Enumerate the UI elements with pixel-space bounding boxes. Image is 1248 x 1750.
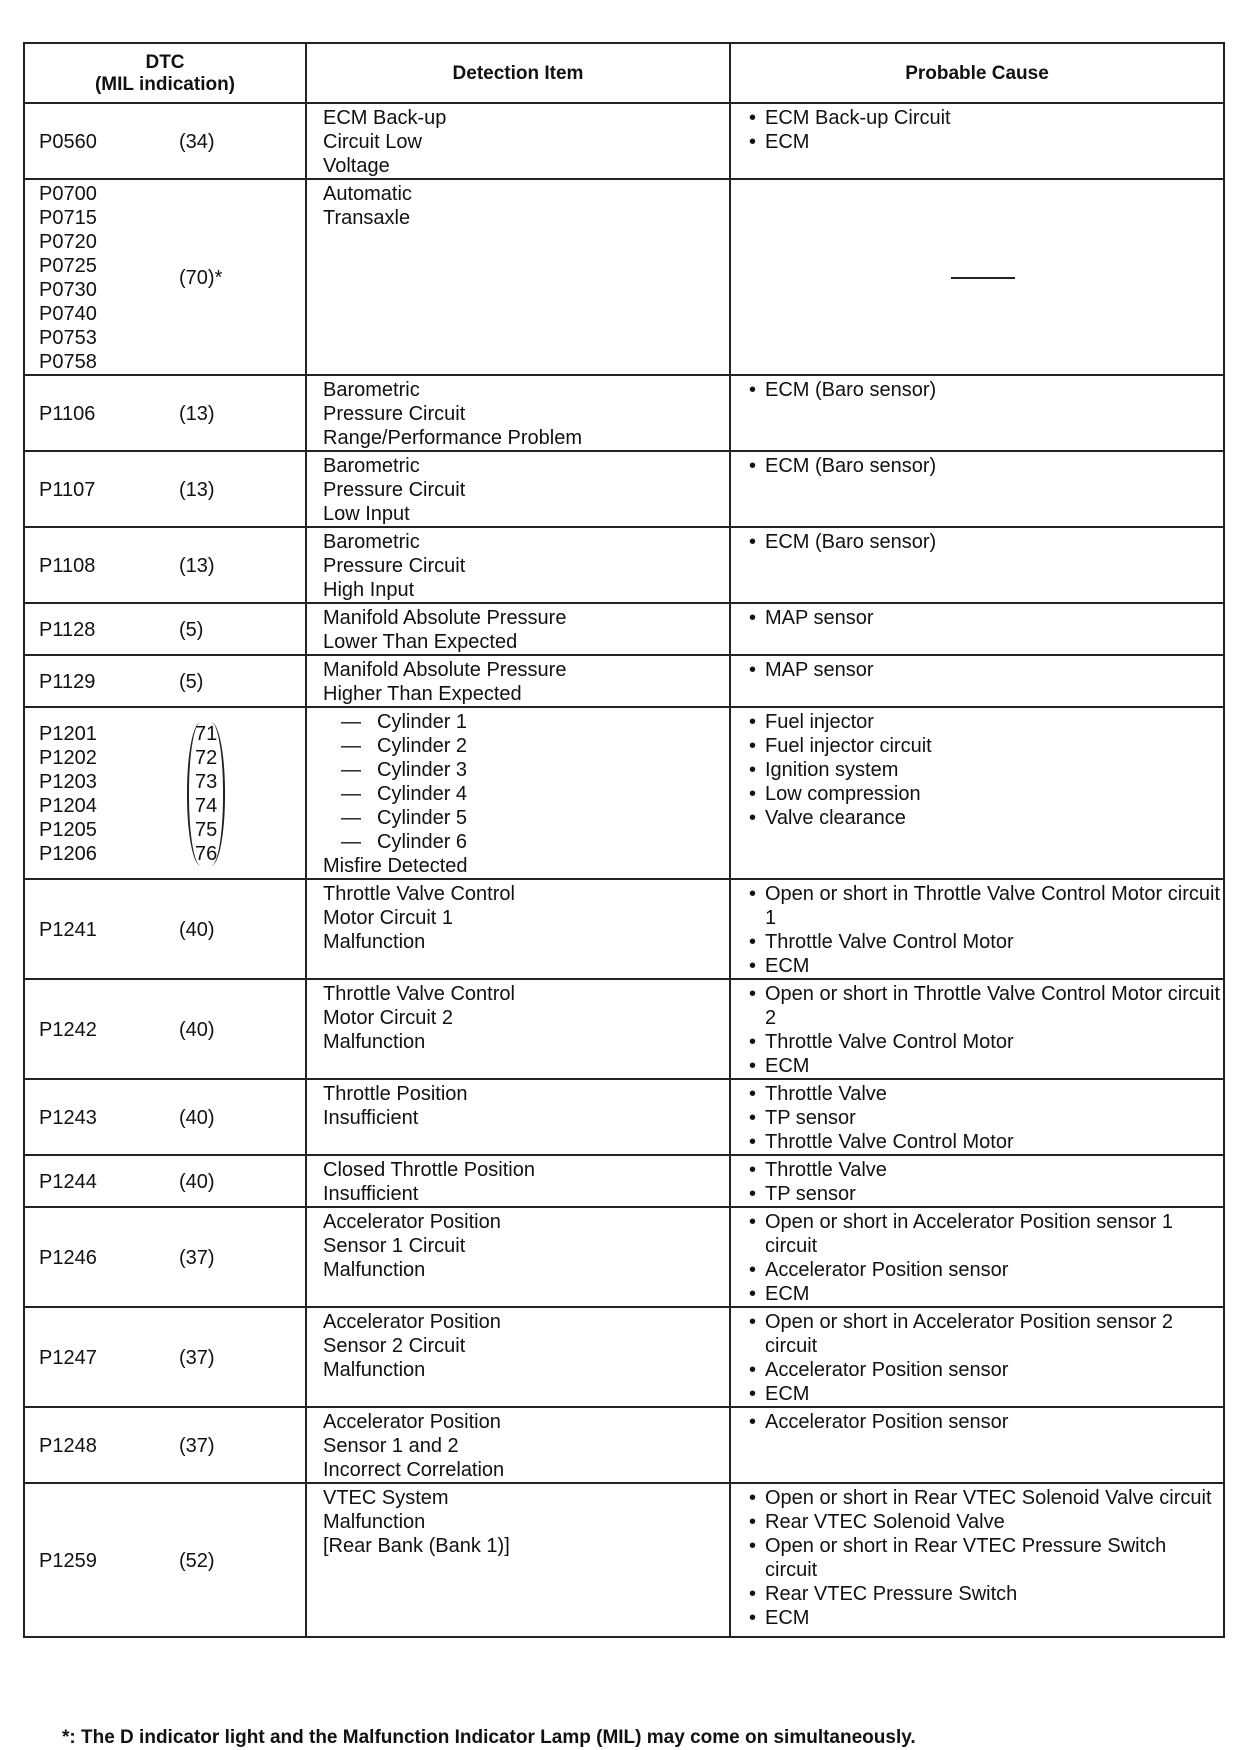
detection-line: Misfire Detected [323,855,468,877]
cause-item: • Throttle Valve Control Motor [743,1030,1223,1054]
detection-item-cell [306,1207,730,1307]
cause-list [743,106,1223,154]
dtc-code: P1243 [39,1107,97,1129]
cause-item: • ECM [743,954,1223,978]
dtc-code: P0560 [39,131,97,153]
detection-line: Pressure Circuit [323,555,466,577]
dtc-code: P1259 [39,1550,97,1572]
dtc-code: P0715 [39,207,97,229]
cause-list [743,1310,1223,1406]
cause-list [743,1158,1223,1206]
detection-line: Transaxle [323,207,411,229]
cause-item: • Low compression [743,782,1223,806]
mil-indication: (40) [179,1107,215,1129]
mil-indication: 72 [195,747,218,769]
table-row [24,1079,1224,1155]
probable-cause-cell [730,527,1224,603]
cause-item: • Open or short in Rear VTEC Pressure Switch circuit [743,1534,1223,1582]
cause-item: • ECM [743,1054,1223,1078]
probable-cause-cell [730,879,1224,979]
mil-indication: (13) [179,555,215,577]
cause-list [743,530,1223,554]
dtc-code-list [39,402,179,426]
detection-item-cell [306,179,730,375]
detection-line: Barometric [323,455,420,477]
table-row [24,1407,1224,1483]
dtc-header-line1: DTC [145,52,185,73]
dtc-code-list [39,618,179,642]
footnote: *: The D indicator light and the Malfunction Indicator Lamp (MIL) may come on simultaneously. [62,1727,916,1748]
cause-item: • ECM [743,1606,1223,1630]
detection-item-cell [306,879,730,979]
cause-item: • Throttle Valve [743,1158,1223,1182]
cause-item: • Open or short in Throttle Valve Control Motor circuit 1 [743,882,1223,930]
dtc-code-list [39,130,179,154]
cause-list [743,1210,1223,1306]
mil-indication: (13) [179,403,215,425]
cylinder-label: Cylinder 5 [377,807,468,829]
em-dash-icon: — [341,831,361,853]
detection-line [323,710,729,734]
dtc-code: P0700 [39,183,97,205]
cause-list [743,378,1223,402]
probable-cause-cell [730,1307,1224,1407]
cause-item: • ECM (Baro sensor) [743,378,1223,402]
dtc-table [23,42,1225,1638]
dtc-code: P1244 [39,1171,97,1193]
dtc-cell [24,879,306,979]
table-header-row [24,43,1224,103]
dtc-code-list [39,478,179,502]
detection-line: Motor Circuit 1 [323,907,454,929]
dtc-code: P1246 [39,1247,97,1269]
detection-line [323,830,729,854]
mil-indication: (34) [179,131,215,153]
dtc-codes [25,670,305,694]
cause-item: • MAP sensor [743,606,1223,630]
dtc-code: P0725 [39,255,97,277]
probable-cause-cell [730,979,1224,1079]
probable-cause-cell [730,1483,1224,1637]
probable-cause-cell [730,707,1224,879]
dtc-cell [24,707,306,879]
detection-line: Manifold Absolute Pressure [323,607,567,629]
cause-list [743,710,1223,830]
dtc-code: P1242 [39,1019,97,1041]
probable-cause-cell [730,1407,1224,1483]
table-row [24,527,1224,603]
table-row [24,1155,1224,1207]
cylinder-label: Cylinder 3 [377,759,468,781]
detection-item-cell [306,1079,730,1155]
dtc-code-list [39,1170,179,1194]
dtc-code: P0720 [39,231,97,253]
detection-item-cell [306,375,730,451]
detection-line: Incorrect Correlation [323,1459,505,1481]
em-dash-icon: — [341,735,361,757]
dtc-code: P1107 [39,479,96,501]
table-row [24,1207,1224,1307]
detection-item-cell [306,1407,730,1483]
dtc-code: P1202 [39,747,97,769]
cause-item: • Accelerator Position sensor [743,1358,1223,1382]
dtc-code: P1206 [39,843,97,865]
cause-item: • MAP sensor [743,658,1223,682]
dtc-cell [24,1307,306,1407]
dtc-codes [25,1346,305,1370]
detection-line: Voltage [323,155,390,177]
cause-item: • Open or short in Throttle Valve Control Motor circuit 2 [743,982,1223,1030]
detection-line: Sensor 2 Circuit [323,1335,466,1357]
detection-item-cell [306,707,730,879]
cause-item: • ECM [743,130,1223,154]
dtc-code: P1203 [39,771,97,793]
table-row [24,707,1224,879]
detection-item-cell [306,979,730,1079]
dtc-cell [24,527,306,603]
detection-line: Higher Than Expected [323,683,522,705]
dtc-codes [25,478,305,502]
mil-indication: (13) [179,479,215,501]
dtc-code: P1205 [39,819,97,841]
cause-item: • TP sensor [743,1106,1223,1130]
mil-indication: (40) [179,1019,215,1041]
cause-list [743,454,1223,478]
cause-item: • ECM [743,1282,1223,1306]
dtc-codes [25,402,305,426]
dtc-codes [25,1106,305,1130]
detection-item-column-header: Detection Item [306,43,730,103]
cause-list [743,882,1223,978]
detection-line: Insufficient [323,1107,419,1129]
dtc-codes [25,1434,305,1458]
dtc-codes [25,918,305,942]
dtc-code: P1201 [39,723,97,745]
cause-item: • ECM (Baro sensor) [743,454,1223,478]
detection-line: Lower Than Expected [323,631,518,653]
cause-item: • Open or short in Accelerator Position sensor 2 circuit [743,1310,1223,1358]
detection-line: Automatic [323,183,412,205]
cause-list [743,606,1223,630]
dtc-table-container [23,42,1223,1638]
detection-line: Insufficient [323,1183,419,1205]
detection-item-cell [306,603,730,655]
table-row [24,879,1224,979]
em-dash-icon: — [341,783,361,805]
detection-line: Sensor 1 Circuit [323,1235,466,1257]
detection-item-cell [306,527,730,603]
detection-line: Malfunction [323,1511,426,1533]
detection-item-cell [306,103,730,179]
detection-item-cell [306,1307,730,1407]
dtc-codes [25,1018,305,1042]
detection-line: Closed Throttle Position [323,1159,535,1181]
dtc-code: P1247 [39,1347,97,1369]
probable-cause-cell [730,375,1224,451]
dtc-cell [24,451,306,527]
cause-item: • Open or short in Accelerator Position sensor 1 circuit [743,1210,1223,1258]
cause-list [743,1082,1223,1154]
dtc-cell [24,979,306,1079]
table-row [24,979,1224,1079]
probable-cause-cell [730,103,1224,179]
detection-line: Throttle Position [323,1083,468,1105]
dtc-code: P0758 [39,351,97,373]
detection-line: Barometric [323,531,420,553]
cause-item: • Rear VTEC Pressure Switch [743,1582,1223,1606]
mil-indication: (37) [179,1435,215,1457]
cause-list [743,982,1223,1078]
dtc-cell [24,603,306,655]
detection-line: Sensor 1 and 2 [323,1435,459,1457]
detection-line [323,806,729,830]
detection-line [323,782,729,806]
dtc-codes [25,182,305,374]
dtc-code-list [39,918,179,942]
mil-indication: 76 [195,843,218,865]
detection-line: Accelerator Position [323,1311,501,1333]
dtc-codes [25,554,305,578]
dtc-cell [24,1483,306,1637]
detection-item-cell [306,451,730,527]
dtc-codes [25,722,305,866]
dtc-codes [25,1246,305,1270]
probable-cause-cell [730,179,1224,375]
probable-cause-cell [730,603,1224,655]
mil-indication: (70)* [179,267,223,289]
dtc-code-list [39,1434,179,1458]
dtc-code: P1128 [39,619,96,641]
cause-item: • Throttle Valve Control Motor [743,1130,1223,1154]
cause-list [743,658,1223,682]
table-row [24,103,1224,179]
cause-item: • Throttle Valve Control Motor [743,930,1223,954]
dtc-codes [25,618,305,642]
mil-indication: (37) [179,1247,215,1269]
cause-item: • Fuel injector [743,710,1223,734]
mil-indication: (5) [179,671,204,693]
mil-indication: 74 [195,795,218,817]
probable-cause-cell [730,451,1224,527]
cause-item: • Accelerator Position sensor [743,1410,1223,1434]
detection-line: Malfunction [323,1359,426,1381]
probable-cause-cell [730,1155,1224,1207]
probable-cause-column-header: Probable Cause [730,43,1224,103]
cylinder-label: Cylinder 2 [377,735,468,757]
mil-indication: (52) [179,1550,215,1572]
dtc-code: P1129 [39,671,96,693]
dtc-header-line2: (MIL indication) [94,74,236,95]
detection-line: Malfunction [323,1259,426,1281]
cause-item: • Rear VTEC Solenoid Valve [743,1510,1223,1534]
dtc-code: P0753 [39,327,97,349]
table-row [24,1307,1224,1407]
dtc-code-list [39,1018,179,1042]
detection-line: Pressure Circuit [323,479,466,501]
cylinder-label: Cylinder 4 [377,783,468,805]
mil-indication: 73 [195,771,218,793]
dtc-code-list [39,1246,179,1270]
cause-item: • Valve clearance [743,806,1223,830]
mil-indication: 71 [195,723,218,745]
dtc-code-list [39,1346,179,1370]
dtc-code: P1248 [39,1435,97,1457]
table-row [24,179,1224,375]
dtc-code-list [39,182,179,374]
detection-line: ECM Back-up [323,107,447,129]
cause-item: • ECM Back-up Circuit [743,106,1223,130]
table-body [24,103,1224,1637]
detection-line: Malfunction [323,931,426,953]
dtc-code-list [39,670,179,694]
dtc-cell [24,179,306,375]
cause-item: • Open or short in Rear VTEC Solenoid Valve circuit [743,1486,1223,1510]
probable-cause-cell [730,1207,1224,1307]
table-row [24,1483,1224,1637]
dtc-cell [24,1079,306,1155]
dtc-code: P1106 [39,403,96,425]
cause-item: • TP sensor [743,1182,1223,1206]
dtc-codes [25,130,305,154]
cylinder-label: Cylinder 6 [377,831,468,853]
table-row [24,655,1224,707]
mil-indication: (40) [179,919,215,941]
dtc-code: P1108 [39,555,96,577]
detection-line: Low Input [323,503,410,525]
detection-line [323,734,729,758]
cylinder-label: Cylinder 1 [377,711,468,733]
dtc-cell [24,655,306,707]
table-row [24,451,1224,527]
dtc-codes [25,1549,305,1573]
detection-item-cell [306,1483,730,1637]
detection-line: VTEC System [323,1487,449,1509]
em-dash-icon: — [341,711,361,733]
em-dash-icon: — [341,807,361,829]
dtc-code: P0740 [39,303,97,325]
detection-line: Motor Circuit 2 [323,1007,454,1029]
detection-line: Accelerator Position [323,1411,501,1433]
cause-item: • Ignition system [743,758,1223,782]
no-cause-dash-icon [951,277,1015,279]
mil-indication: (37) [179,1347,215,1369]
dtc-cell [24,1155,306,1207]
detection-line: Malfunction [323,1031,426,1053]
probable-cause-cell [730,1079,1224,1155]
mil-indication: (40) [179,1171,215,1193]
cause-item: • Throttle Valve [743,1082,1223,1106]
table-row [24,603,1224,655]
cause-item: • ECM (Baro sensor) [743,530,1223,554]
mil-indication: 75 [195,819,218,841]
mil-indication-bracket [187,722,225,866]
detection-line: Accelerator Position [323,1211,501,1233]
detection-item-cell [306,655,730,707]
dtc-code-list [39,722,179,866]
detection-line: Throttle Valve Control [323,883,515,905]
detection-line: Manifold Absolute Pressure [323,659,567,681]
probable-cause-cell [730,655,1224,707]
detection-line: Throttle Valve Control [323,983,515,1005]
cause-item: • ECM [743,1382,1223,1406]
cause-item: • Accelerator Position sensor [743,1258,1223,1282]
detection-item-cell [306,1155,730,1207]
detection-line [323,758,729,782]
mil-indication: (5) [179,619,204,641]
detection-line: Pressure Circuit [323,403,466,425]
detection-line: [Rear Bank (Bank 1)] [323,1535,510,1557]
dtc-code-list [39,554,179,578]
table-row [24,375,1224,451]
cause-item: • Fuel injector circuit [743,734,1223,758]
cause-list [743,1410,1223,1434]
detection-line: Barometric [323,379,420,401]
dtc-cell [24,1407,306,1483]
dtc-cell [24,1207,306,1307]
dtc-code: P0730 [39,279,97,301]
cause-list [743,1486,1223,1630]
dtc-column-header [24,43,306,103]
detection-line: Range/Performance Problem [323,427,583,449]
dtc-cell [24,103,306,179]
dtc-code: P1241 [39,919,97,941]
dtc-code: P1204 [39,795,97,817]
dtc-cell [24,375,306,451]
dtc-codes [25,1170,305,1194]
dtc-code-list [39,1106,179,1130]
detection-line: High Input [323,579,415,601]
detection-line: Circuit Low [323,131,422,153]
dtc-code-list [39,1549,179,1573]
em-dash-icon: — [341,759,361,781]
